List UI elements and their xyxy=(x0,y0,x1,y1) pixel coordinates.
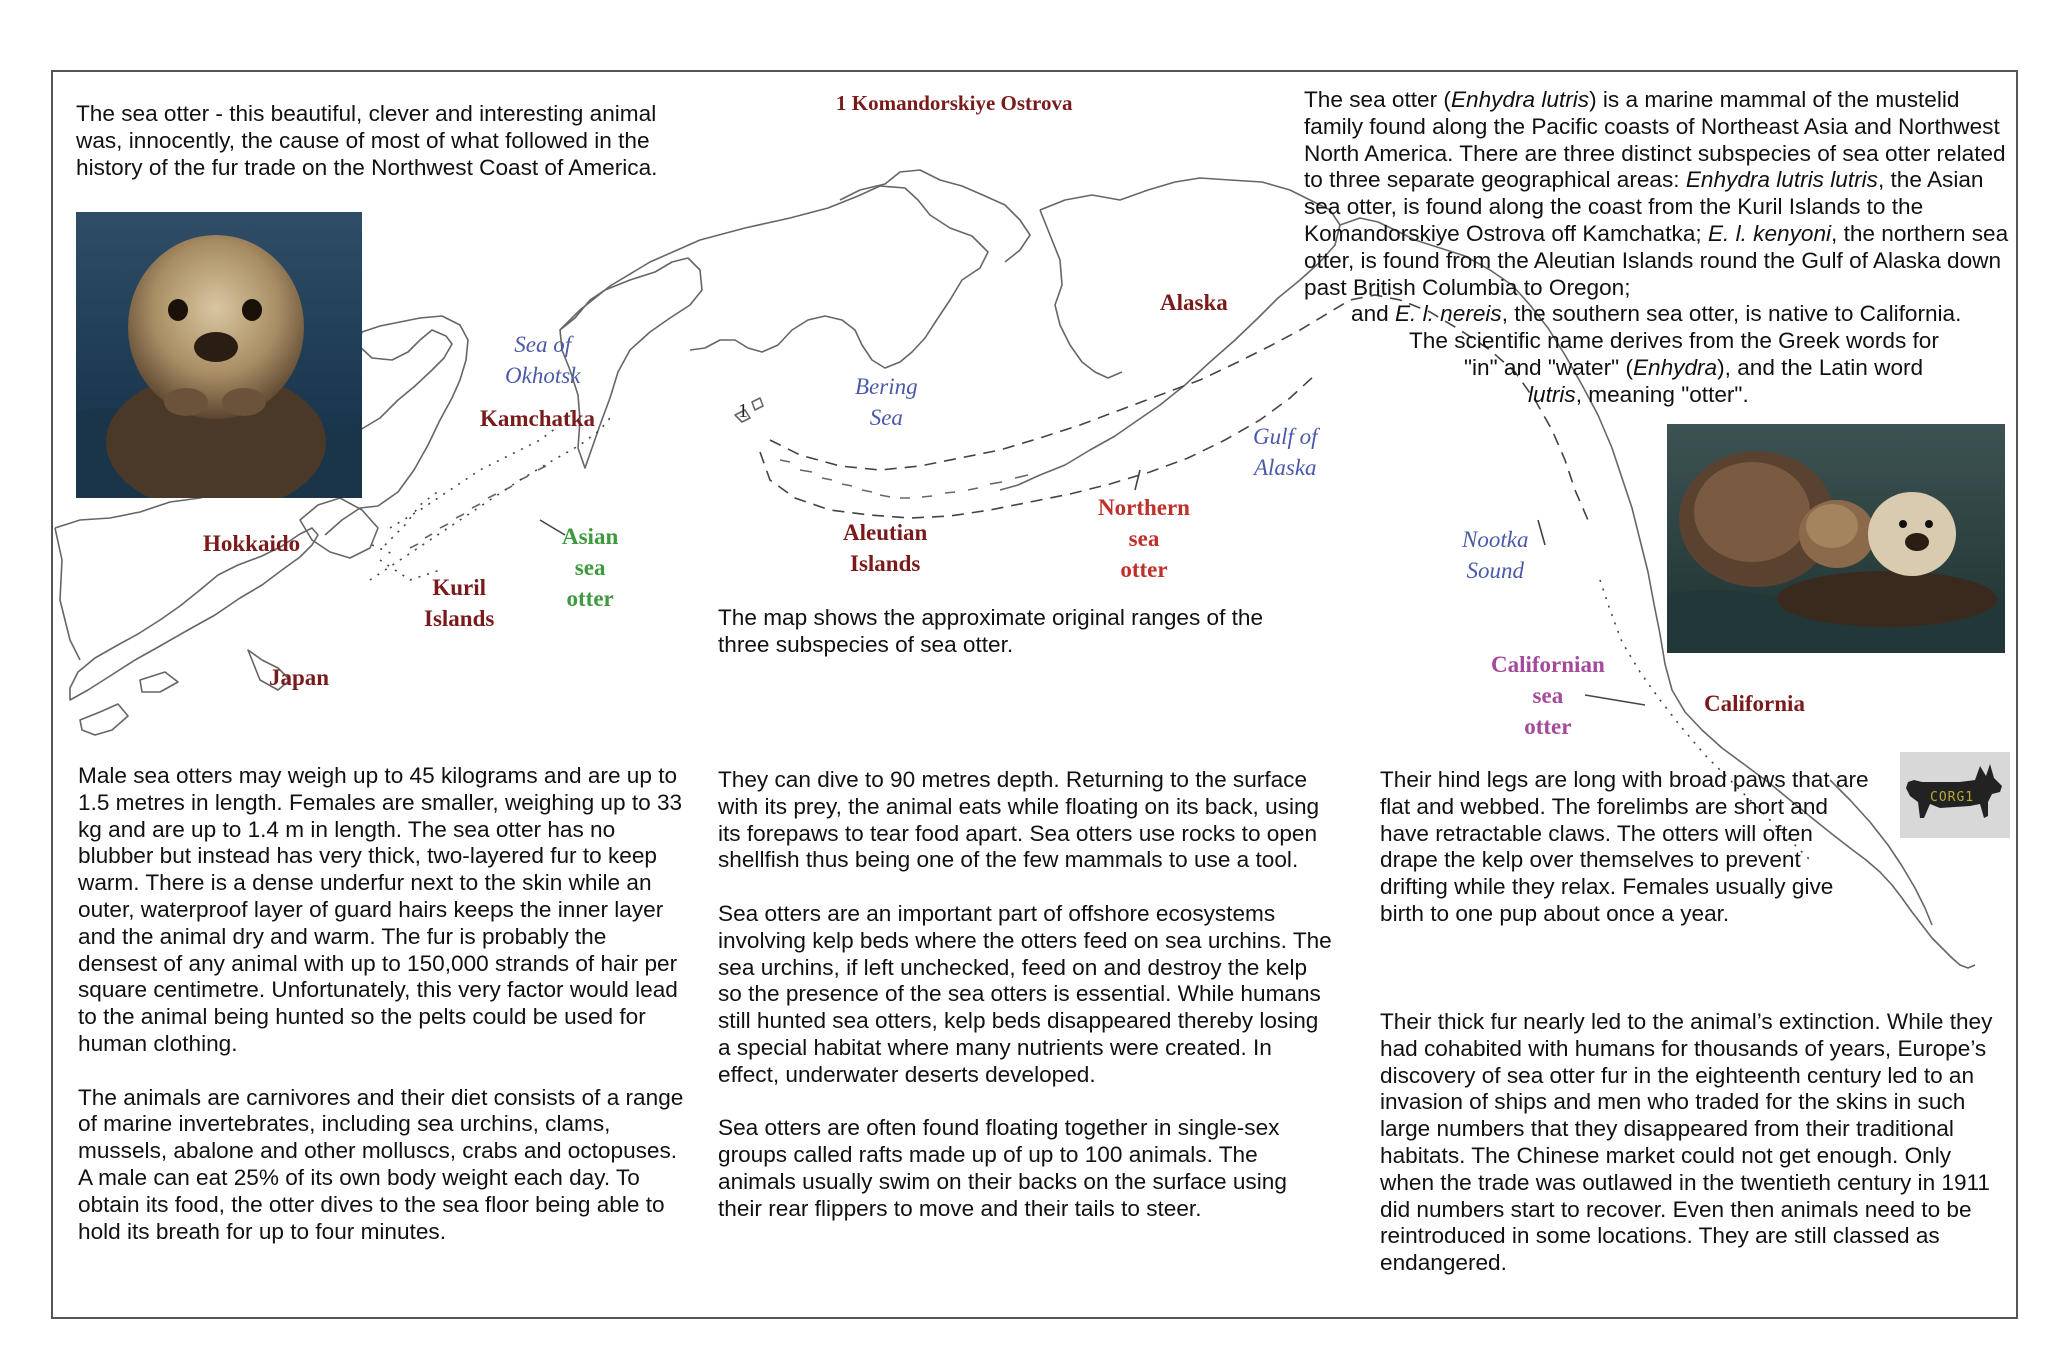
label-asian-sea-otter xyxy=(562,521,618,614)
column-1 xyxy=(78,763,686,1245)
desc-subspecies-kenyoni: E. l. kenyoni xyxy=(1707,220,1832,246)
komandorskiye-number: 1 xyxy=(836,91,847,115)
nootka-line-1: Nootka xyxy=(1462,527,1529,552)
hokkaido-text: Hokkaido xyxy=(203,531,301,556)
northern-range-inner xyxy=(760,375,1315,518)
description-paragraph xyxy=(1304,87,2014,409)
alaska-text: Alaska xyxy=(1160,290,1228,315)
northern-line-3: otter xyxy=(1120,557,1168,582)
island-marker-text: 1 xyxy=(738,400,748,422)
label-northern-sea-otter xyxy=(1098,492,1190,585)
desc-text-a: The sea otter ( xyxy=(1304,87,1451,112)
bering-line-2: Sea xyxy=(869,405,903,430)
desc-line-nereis xyxy=(1304,301,2014,328)
okhotsk-line-2: Okhotsk xyxy=(505,363,581,388)
kamchatka-coastline xyxy=(560,258,702,468)
californian-line-1: Californian xyxy=(1491,652,1605,677)
japan-text: Japan xyxy=(269,665,330,690)
label-sea-of-okhotsk xyxy=(505,329,580,391)
label-japan xyxy=(269,662,329,693)
okhotsk-line-1: Sea of xyxy=(514,332,572,357)
label-bering-sea xyxy=(855,371,918,433)
kuril-line-2: Islands xyxy=(424,606,495,631)
label-californian-sea-otter xyxy=(1491,649,1605,742)
col2-paragraph-2: Sea otters are an important part of offshore ecosystems involving kelp beds where the otters feed on sea urchins. The sea urchins, if left unchecked, feed on and destroy the kelp so the presence of the sea otters is essential. While humans still hunted sea otters, kelp beds disappeared thereby losing a special habitat where many nutrients were created. In effect, underwater deserts developed. xyxy=(718,900,1332,1087)
desc-line-lutris xyxy=(1304,382,2014,409)
northern-line-2: sea xyxy=(1128,526,1160,551)
bering-line-1: Bering xyxy=(855,374,918,399)
gulf-line-2: Alaska xyxy=(1253,455,1317,480)
desc-lutris: lutris xyxy=(1528,381,1576,407)
asian-line-3: otter xyxy=(566,586,614,611)
desc-line-water xyxy=(1304,355,2014,382)
label-aleutian-islands xyxy=(843,517,927,579)
desc-subspecies-nereis: E. l. nereis xyxy=(1394,301,1502,327)
aleutian-line-1: Aleutian xyxy=(843,520,928,545)
label-komandorskiye xyxy=(836,88,1072,119)
desc-text-i: ), and the Latin word xyxy=(1717,354,1924,380)
kuril-line-1: Kuril xyxy=(432,575,486,600)
siberia-coastline xyxy=(560,186,988,368)
chukotka-coastline xyxy=(840,170,1030,262)
kamchatka-text: Kamchatka xyxy=(480,406,595,431)
shikoku-coastline xyxy=(140,672,178,692)
northern-line-1: Northern xyxy=(1098,495,1190,520)
northern-leader xyxy=(1135,470,1140,490)
desc-enhydra: Enhydra xyxy=(1632,354,1718,380)
intro-text: The sea otter - this beautiful, clever and interesting animal was, innocently, the cause of most of what followed in the history of the fur trade on the Northwest Coast of America. xyxy=(76,101,658,180)
aleutian-line-2: Islands xyxy=(850,551,921,576)
col3-paragraph-2: Their thick fur nearly led to the animal’s extinction. While they had cohabited with humans for thousands of years, Europe’s discovery of sea otter fur in the eighteenth century led to an invasion of ships and men who traded for the skins in such large numbers that they disappeared from their traditional habitats. The Chinese market could not get enough. Only when the trade was outlawed in the twentieth century in 1911 did numbers start to recover. Even then animals need to be reintroduced in some locations. They are still classed as endangered. xyxy=(1380,1009,1993,1276)
californian-line-2: sea xyxy=(1532,683,1564,708)
otter-mother-pup-photo xyxy=(1667,424,2005,653)
col2-paragraph-1: They can dive to 90 metres depth. Returning to the surface with its prey, the animal eats while floating on its back, using its forepaws to tear food apart. Sea otters use rocks to open shellfish thus being one of the few mammals to use a tool. xyxy=(718,767,1320,873)
map-caption-text: The map shows the approximate original ranges of the three subspecies of sea otter. xyxy=(718,605,1264,657)
col3-paragraph-1: Their hind legs are long with broad paws that are flat and webbed. The forelimbs are short and have retractable claws. The otters will often drape the kelp over themselves to prevent drifting while they relax. Females usually give birth to one pup about once a year. xyxy=(1380,767,1869,926)
label-gulf-of-alaska xyxy=(1253,421,1318,483)
asian-line-2: sea xyxy=(574,555,606,580)
desc-text-h: "in" and "water" ( xyxy=(1464,354,1633,380)
kuril-chain xyxy=(410,466,546,548)
californian-line-3: otter xyxy=(1524,714,1572,739)
gulf-line-1: Gulf of xyxy=(1253,424,1318,449)
col2-paragraph-3: Sea otters are often found floating together in single-sex groups called rafts made up of up to 100 animals. The animals usually swim on their backs on the surface using their rear flippers to move and their tails to steer. xyxy=(718,1115,1287,1221)
desc-text-e: and xyxy=(1351,301,1395,327)
desc-text-b: ) is a marine mammal of the mustelid family found along the Pacific coasts of Northeast Asia and Northwest North America. There are three distinct subspecies of sea otter related to three separate geographical areas: xyxy=(1304,87,2006,193)
corgi-logo-text: CORG1 xyxy=(1930,790,1975,805)
desc-scientific-name: Enhydra lutris xyxy=(1450,87,1590,112)
corgi-logo xyxy=(1900,752,2010,838)
california-text: California xyxy=(1704,691,1805,716)
desc-text-f: , the southern sea otter, is native to California. xyxy=(1501,301,1962,327)
label-kuril-islands xyxy=(424,572,494,634)
alaska-west-coast xyxy=(1040,210,1122,378)
label-kamchatka xyxy=(480,403,595,434)
column-3-top xyxy=(1380,767,1870,928)
label-california xyxy=(1704,688,1805,719)
desc-text-d: , the northern sea otter, is found from the Aleutian Islands round the Gulf of Alaska down past British Columbia to Oregon; xyxy=(1304,220,2009,300)
desc-line-greek: The scientific name derives from the Greek words for xyxy=(1409,328,1939,354)
island-marker xyxy=(738,396,748,427)
kyushu-coastline xyxy=(80,704,128,735)
label-nootka-sound xyxy=(1462,524,1528,586)
asian-line-1: Asian xyxy=(562,524,619,549)
label-hokkaido xyxy=(203,528,300,559)
desc-text-c: , the Asian sea otter, is found along the coast from the Kuril Islands to the Komandorskiye Ostrova off Kamchatka; xyxy=(1304,167,1984,246)
desc-subspecies-lutris: Enhydra lutris lutris xyxy=(1685,167,1878,193)
label-alaska xyxy=(1160,287,1228,318)
column-2 xyxy=(718,767,1334,1223)
col1-paragraph-1: Male sea otters may weigh up to 45 kilograms and are up to 1.5 metres in length. Females are smaller, weighing up to 33 kg and are up to 1.4 m in length. The sea otter has no blubber but instead has very thick, two-layered fur to keep warm. There is a dense underfur next to the skin while an outer, waterproof layer of guard hairs keeps the inner layer and the animal dry and warm. The fur is probably the densest of any animal with up to 150,000 strands of hair per square centimetre. Unfortunately, this very factor would lead to the animal being hunted so the pelts could be used for human clothing. xyxy=(78,763,683,1056)
komandorskiye-name: Komandorskiye Ostrova xyxy=(851,91,1073,115)
col1-paragraph-2: The animals are carnivores and their diet consists of a range of marine invertebrates, including sea urchins, clams, mussels, abalone and other molluscs, crabs and octopuses. A male can eat 25% of its own body weight each day. To obtain its food, the otter dives to the sea floor being able to hold its breath for up to four minutes. xyxy=(78,1084,684,1244)
aleutian-chain xyxy=(780,460,1028,498)
map-caption xyxy=(718,605,1318,659)
nootka-leader xyxy=(1538,520,1545,545)
desc-text-j: , meaning "otter". xyxy=(1575,381,1749,407)
column-3-bottom xyxy=(1380,1009,2010,1277)
sea-of-japan-coast xyxy=(55,528,80,660)
sea-otter-photo xyxy=(76,212,362,498)
nootka-line-2: Sound xyxy=(1466,558,1524,583)
intro-paragraph xyxy=(76,101,676,181)
